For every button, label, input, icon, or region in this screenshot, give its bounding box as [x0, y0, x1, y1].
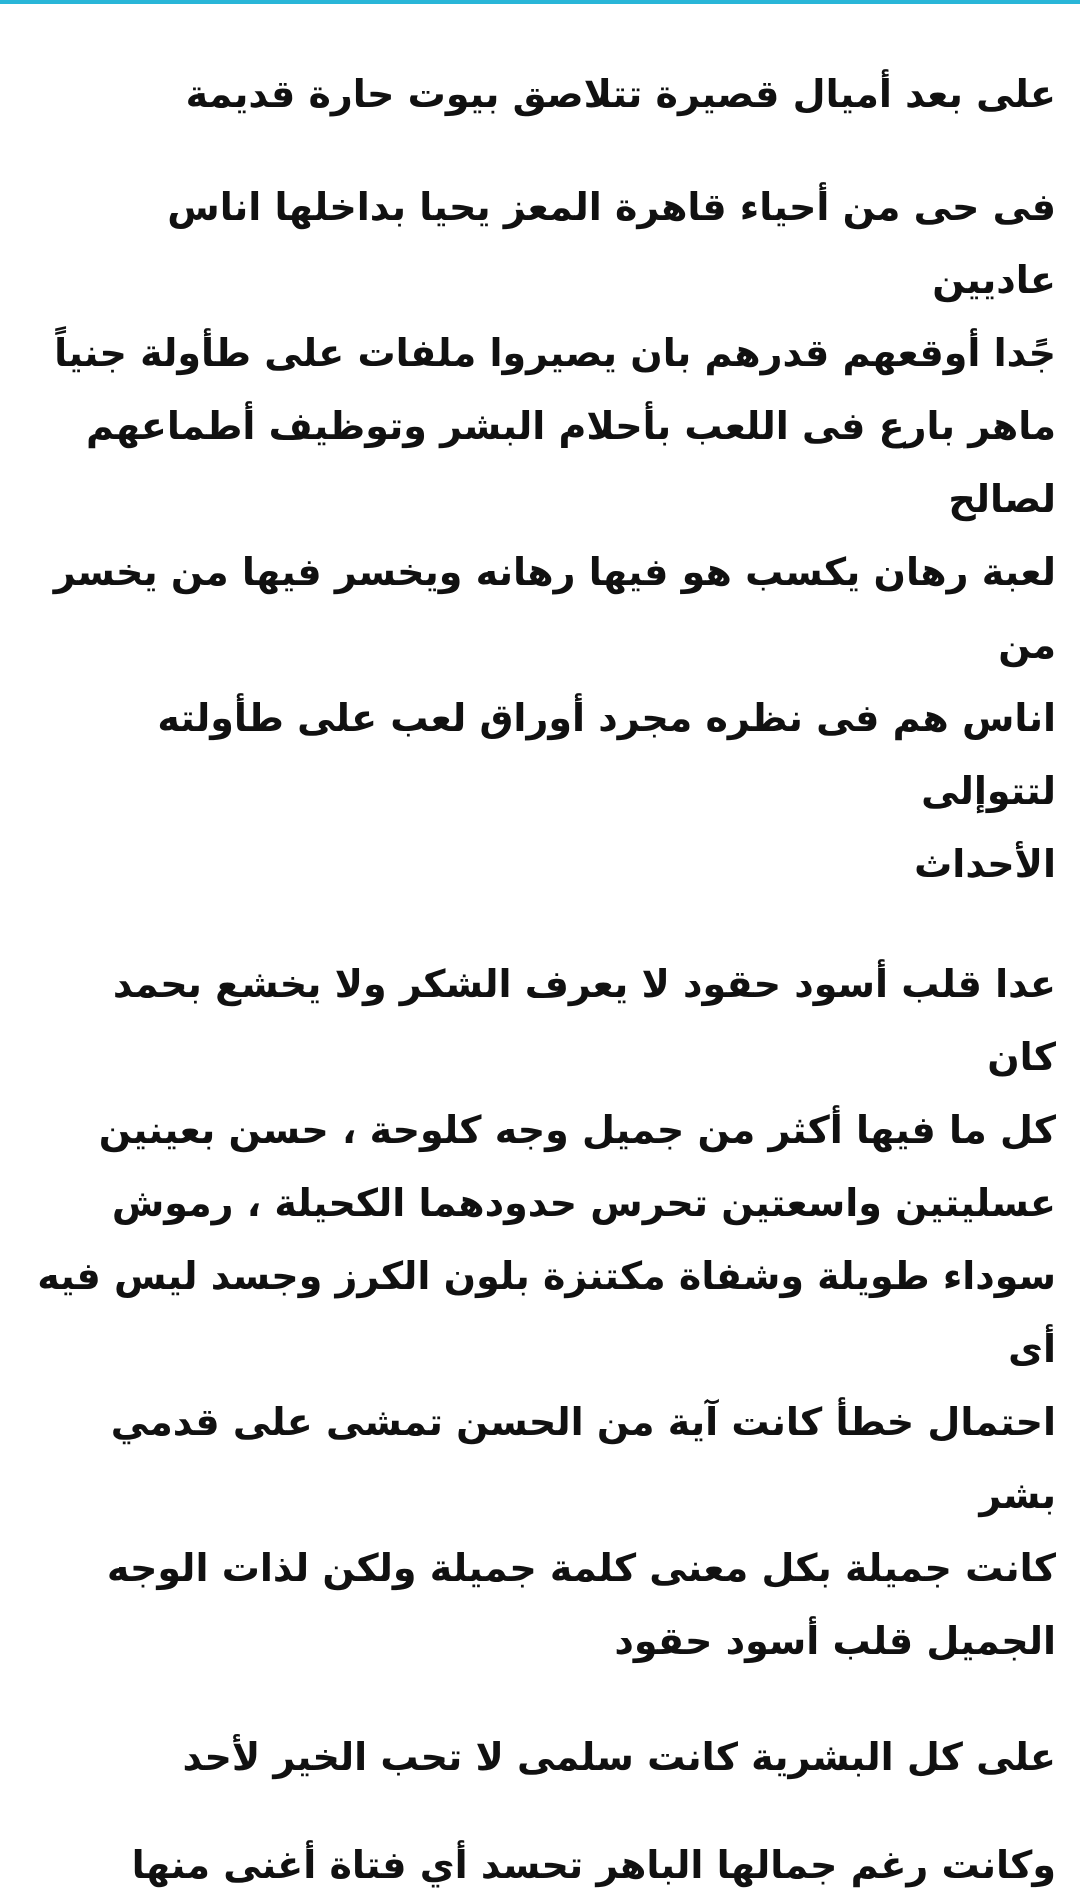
- top-accent-bar: [0, 0, 1080, 4]
- document-body: [36, 58, 1056, 1902]
- paragraph-1: على بعد أميال قصيرة تتلاصق بيوت حارة قديمة: [185, 72, 1056, 116]
- paragraph-5: وكانت رغم جمالها الباهر تحسد أي فتاة أغنى منها: [131, 1843, 1056, 1887]
- paragraph-4: على كل البشرية كانت سلمى لا تحب الخير لأحد: [182, 1735, 1056, 1779]
- paragraph-2: فى حى من أحياء قاهرة المعز يحيا بداخلها اناس عاديين جًدا أوقعهم قدرهم بان يصيروا ملفات على طأولة جنياً ماهر بارع فى اللعب بأحلام البشر وتوظيف أطماعهم لصالح لعبة رهان يكسب هو فيها رهانه ويخسر فيها من يخسر من اناس هم فى نظره مجرد أوراق لعب على طأولته لتتوإلى الأحداث: [53, 185, 1056, 886]
- paragraph-3: عدا قلب أسود حقود لا يعرف الشكر ولا يخشع بحمد كان كل ما فيها أكثر من جميل وجه كلوحة ، حسن بعينين عسليتين واسعتين تحرس حدودهما الكحيلة ، رموش سوداء طويلة وشفاة مكتنزة بلون الكرز وجسد ليس فيه أى احتمال خطأ كانت آية من الحسن تمشى على قدمي بشر كانت جميلة بكل معنى كلمة جميلة ولكن لذات الوجه الجميل قلب أسود حقود: [37, 962, 1056, 1663]
